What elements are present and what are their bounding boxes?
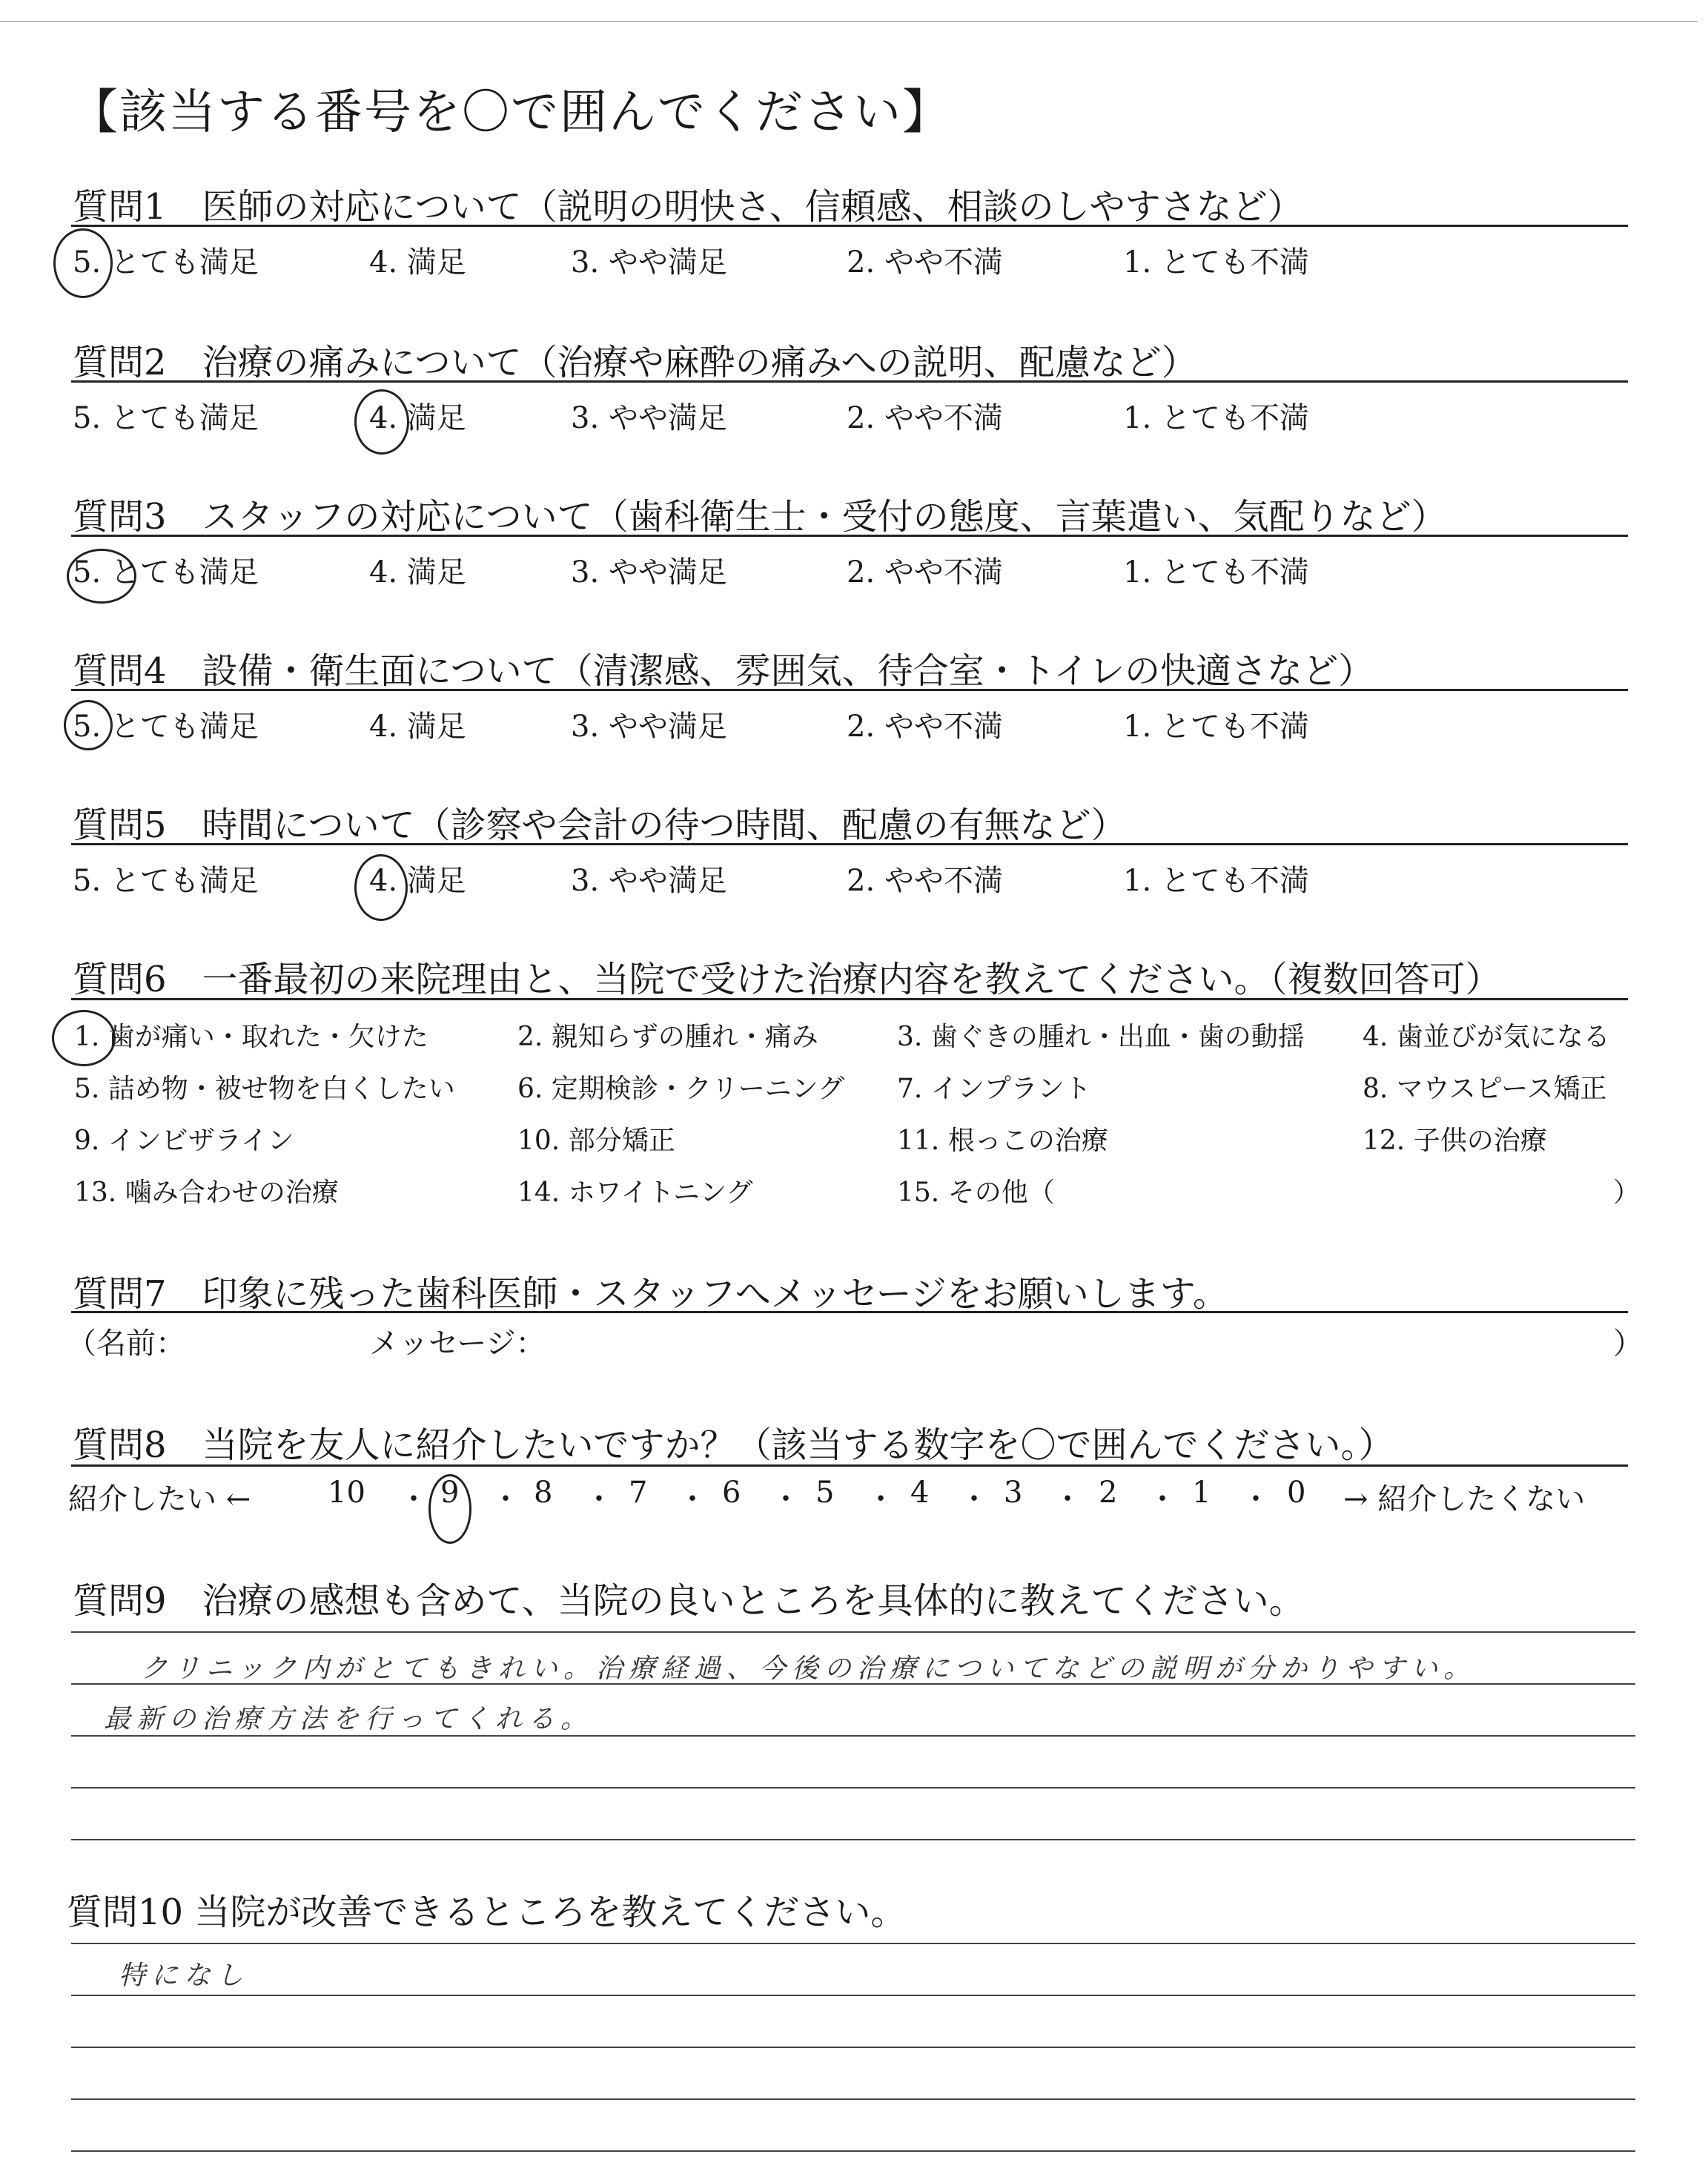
q6-option-8[interactable]: 8. マウスピース矯正 [1363, 1074, 1607, 1104]
q8-option-6[interactable]: 6 [722, 1476, 741, 1510]
q5-selection-circle [354, 854, 408, 921]
q3-option-2[interactable]: 2. やや不満 [847, 555, 1003, 589]
question-10-title: 質問10 当院が改善できるところを教えてください。 [67, 1892, 907, 1933]
q6-option-2[interactable]: 2. 親知らずの腫れ・痛み [517, 1022, 818, 1052]
q4-selection-circle [64, 700, 113, 750]
q6-option-5[interactable]: 5. 詰め物・被せ物を白くしたい [74, 1074, 455, 1104]
question-8-title: 質問8 当院を友人に紹介したいですか？（該当する数字を〇で囲んでください。） [73, 1424, 1394, 1466]
q8-selection-circle [428, 1474, 471, 1544]
q4-option-2[interactable]: 2. やや不満 [847, 710, 1003, 744]
q8-dot: ・ [584, 1482, 614, 1516]
q9-line-1 [71, 1631, 1635, 1633]
question-9-title: 質問9 治療の感想も含めて、当院の良いところを具体的に教えてください。 [73, 1580, 1305, 1622]
q8-dot: ・ [399, 1482, 428, 1516]
q8-dot: ・ [491, 1482, 520, 1516]
top-edge-line [0, 21, 1698, 22]
q1-option-1[interactable]: 1. とても不満 [1123, 245, 1309, 280]
q6-option-15[interactable]: 15. その他（ [897, 1178, 1055, 1208]
q8-right-label: → 紹介したくない [1343, 1482, 1586, 1516]
q8-option-2[interactable]: 2 [1099, 1476, 1118, 1510]
q6-option-1[interactable]: 1. 歯が痛い・取れた・欠けた [74, 1022, 428, 1052]
q10-line-4 [71, 2098, 1635, 2100]
q2-option-3[interactable]: 3. やや満足 [571, 401, 727, 435]
q1-option-5[interactable]: 5. とても満足 [73, 245, 259, 280]
q3-option-4[interactable]: 4. 満足 [369, 555, 466, 589]
q6-option-14[interactable]: 14. ホワイトニング [517, 1178, 753, 1208]
q7-message-label: メッセージ： [369, 1327, 546, 1361]
q6-option-10[interactable]: 10. 部分矯正 [517, 1126, 675, 1156]
q5-option-2[interactable]: 2. やや不満 [847, 864, 1003, 898]
q6-other-close-paren: ） [1613, 1178, 1641, 1208]
q8-option-0[interactable]: 0 [1287, 1476, 1306, 1510]
question-2-title: 質問2 治療の痛みについて（治療や麻酔の痛みへの説明、配慮など） [73, 342, 1197, 383]
q1-option-4[interactable]: 4. 満足 [369, 245, 466, 280]
q5-option-4[interactable]: 4. 満足 [369, 864, 466, 898]
q10-line-5 [71, 2150, 1635, 2152]
q10-line-3 [71, 2047, 1635, 2048]
q6-option-9[interactable]: 9. インビザライン [74, 1126, 294, 1156]
q6-option-12[interactable]: 12. 子供の治療 [1363, 1126, 1547, 1156]
q10-line-2 [71, 1995, 1635, 1996]
q8-option-9[interactable]: 9 [440, 1476, 460, 1510]
q1-selection-circle [53, 228, 113, 298]
q7-close-paren: ） [1613, 1327, 1643, 1361]
q8-dot: ・ [866, 1482, 896, 1516]
q8-dot: ・ [1053, 1482, 1082, 1516]
question-3-rule [71, 535, 1628, 537]
q8-option-4[interactable]: 4 [910, 1476, 930, 1510]
q1-option-3[interactable]: 3. やや満足 [571, 245, 727, 280]
q4-option-4[interactable]: 4. 満足 [369, 710, 466, 744]
q2-selection-circle [354, 389, 409, 455]
question-2-rule [71, 380, 1628, 383]
q3-option-5[interactable]: 5. とても満足 [73, 555, 259, 589]
q5-option-1[interactable]: 1. とても不満 [1123, 864, 1309, 898]
q6-selection-circle [52, 1010, 116, 1066]
q8-option-8[interactable]: 8 [534, 1476, 553, 1510]
q8-dot: ・ [771, 1482, 801, 1516]
q10-answer-line-1: 特になし [119, 1961, 250, 1991]
q8-dot: ・ [959, 1482, 989, 1516]
q8-option-3[interactable]: 3 [1004, 1476, 1023, 1510]
question-5-rule [71, 843, 1628, 845]
q9-line-2 [71, 1683, 1635, 1685]
q7-name-label: （名前： [67, 1327, 185, 1361]
q6-option-6[interactable]: 6. 定期検診・クリーニング [517, 1074, 845, 1104]
q8-dot: ・ [1148, 1482, 1177, 1516]
question-4-title: 質問4 設備・衛生面について（清潔感、雰囲気、待合室・トイレの快適さなど） [73, 650, 1374, 692]
question-6-rule [71, 998, 1628, 1000]
q4-option-3[interactable]: 3. やや満足 [571, 710, 727, 744]
q5-option-3[interactable]: 3. やや満足 [571, 864, 727, 898]
q6-option-11[interactable]: 11. 根っこの治療 [897, 1126, 1108, 1156]
q4-option-5[interactable]: 5. とても満足 [73, 710, 259, 744]
question-1-title: 質問1 医師の対応について（説明の明快さ、信頼感、相談のしやすさなど） [73, 186, 1303, 228]
question-6-title: 質問6 一番最初の来院理由と、当院で受けた治療内容を教えてください。（複数回答可） [73, 959, 1501, 1000]
q9-line-4 [71, 1787, 1635, 1789]
question-1-rule [71, 225, 1628, 227]
q8-option-10[interactable]: 10 [328, 1476, 365, 1510]
q6-option-13[interactable]: 13. 噛み合わせの治療 [74, 1178, 339, 1208]
q6-option-7[interactable]: 7. インプラント [897, 1074, 1091, 1104]
q8-option-1[interactable]: 1 [1192, 1476, 1211, 1510]
q6-option-3[interactable]: 3. 歯ぐきの腫れ・出血・歯の動揺 [897, 1022, 1305, 1052]
q8-left-label: 紹介したい ← [68, 1482, 251, 1516]
q8-dot: ・ [678, 1482, 707, 1516]
q8-option-7[interactable]: 7 [629, 1476, 648, 1510]
q3-selection-circle [67, 549, 136, 604]
q3-option-3[interactable]: 3. やや満足 [571, 555, 727, 589]
q3-option-1[interactable]: 1. とても不満 [1123, 555, 1309, 589]
q2-option-5[interactable]: 5. とても満足 [73, 401, 259, 435]
page-header: 【該当する番号を〇で囲んでください】 [70, 85, 951, 140]
q9-line-5 [71, 1839, 1635, 1840]
q4-option-1[interactable]: 1. とても不満 [1123, 710, 1309, 744]
q10-line-1 [71, 1943, 1635, 1944]
q8-dot: ・ [1241, 1482, 1271, 1516]
q6-option-4[interactable]: 4. 歯並びが気になる [1363, 1022, 1610, 1052]
question-5-title: 質問5 時間について（診察や会計の待つ時間、配慮の有無など） [73, 805, 1127, 846]
q5-option-5[interactable]: 5. とても満足 [73, 864, 259, 898]
q9-line-3 [71, 1735, 1635, 1737]
question-7-rule [71, 1311, 1628, 1313]
q9-answer-line-1: クリニック内がとてもきれい。治療経過、今後の治療についてなどの説明が分かりやすい。 [141, 1654, 1477, 1684]
q2-option-4[interactable]: 4. 満足 [369, 401, 466, 435]
q8-option-5[interactable]: 5 [815, 1476, 835, 1510]
question-3-title: 質問3 スタッフの対応について（歯科衛生士・受付の態度、言葉遣い、気配りなど） [73, 496, 1447, 538]
q2-option-2[interactable]: 2. やや不満 [847, 401, 1003, 435]
q1-option-2[interactable]: 2. やや不満 [847, 245, 1003, 280]
q9-answer-line-2: 最新の治療方法を行ってくれる。 [104, 1704, 594, 1734]
q2-option-1[interactable]: 1. とても不満 [1123, 401, 1309, 435]
question-8-rule [71, 1464, 1628, 1467]
question-4-rule [71, 689, 1628, 691]
question-7-title: 質問7 印象に残った歯科医師・スタッフへメッセージをお願いします。 [73, 1273, 1228, 1315]
